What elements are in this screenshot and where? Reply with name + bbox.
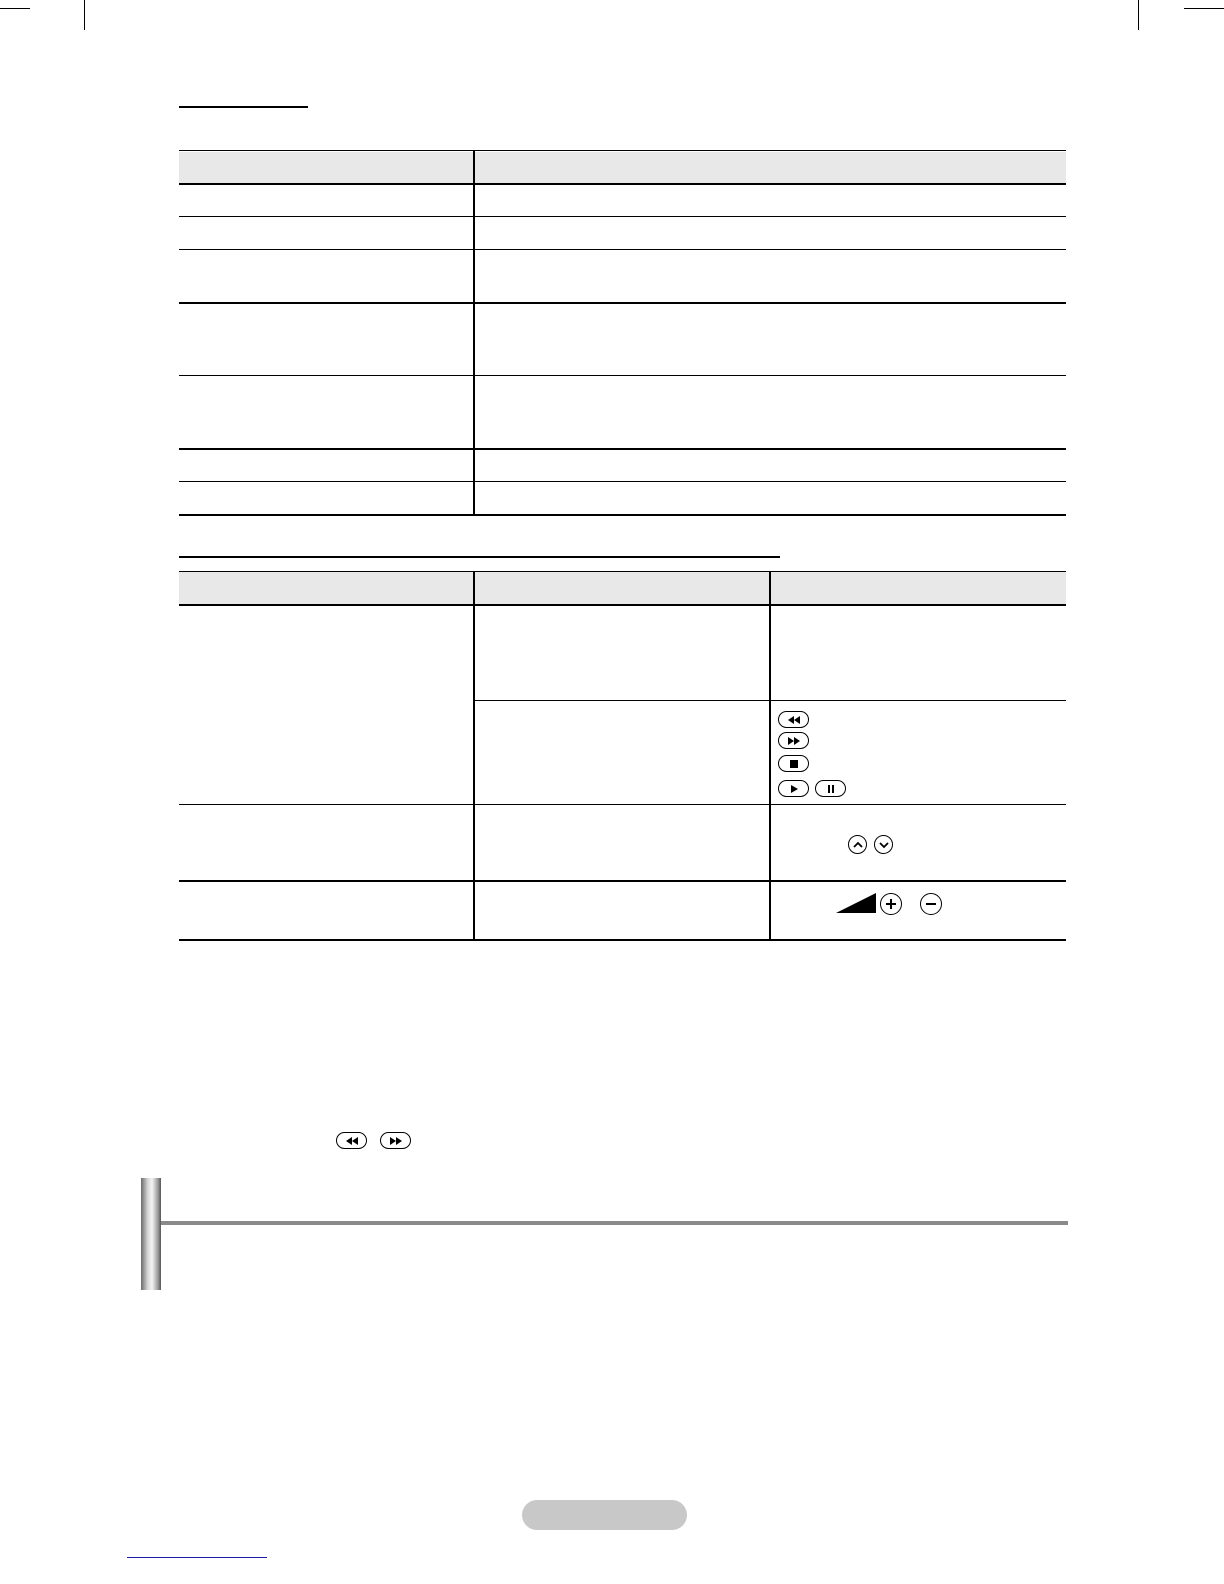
stop-icon	[778, 755, 809, 772]
table-1-rule	[179, 150, 1066, 151]
table-1-rule	[179, 514, 1066, 516]
table-1-rule	[179, 216, 1066, 217]
rewind-icon	[336, 1132, 367, 1149]
section-heading-bar	[141, 1178, 161, 1290]
table-1-column-divider	[473, 151, 475, 515]
table-2-rule	[179, 939, 1066, 941]
volume-plus-icon	[880, 893, 902, 915]
footer-link-underline	[127, 1557, 267, 1558]
table-2-column-divider	[473, 572, 475, 941]
channel-up-icon	[848, 835, 867, 854]
table-2-rule	[179, 571, 1066, 572]
table-1-header-row	[179, 152, 1066, 183]
table-2-caption-underline	[179, 556, 780, 558]
play-icon	[778, 780, 809, 797]
volume-minus-icon	[920, 893, 942, 915]
table-1-rule	[179, 249, 1066, 250]
table-1-rule	[179, 448, 1066, 450]
table-2-rule	[179, 604, 1066, 606]
table-1-rule	[179, 183, 1066, 185]
volume-ramp-icon	[836, 893, 876, 913]
crop-mark-top-right-vertical	[1138, 0, 1139, 30]
section-heading-rule	[161, 1221, 1068, 1225]
crop-mark-top-left-vertical	[84, 0, 85, 30]
table-1-rule	[179, 375, 1066, 376]
table-2-column-divider	[769, 572, 771, 941]
table-2-header-row	[179, 572, 1066, 604]
channel-down-icon	[874, 835, 893, 854]
table-2-rule	[179, 804, 1066, 805]
page-number-badge	[522, 1500, 687, 1530]
fast-forward-icon	[380, 1132, 411, 1149]
table-1-rule	[179, 302, 1066, 304]
table-2-rule	[179, 880, 1066, 882]
fast-forward-icon	[778, 732, 809, 749]
table-1-rule	[179, 481, 1066, 482]
pause-icon	[815, 780, 846, 797]
crop-mark-top-right	[1184, 8, 1224, 9]
rewind-icon	[778, 711, 809, 728]
crop-mark-top-left	[0, 8, 30, 9]
page-title-underline	[179, 106, 308, 108]
